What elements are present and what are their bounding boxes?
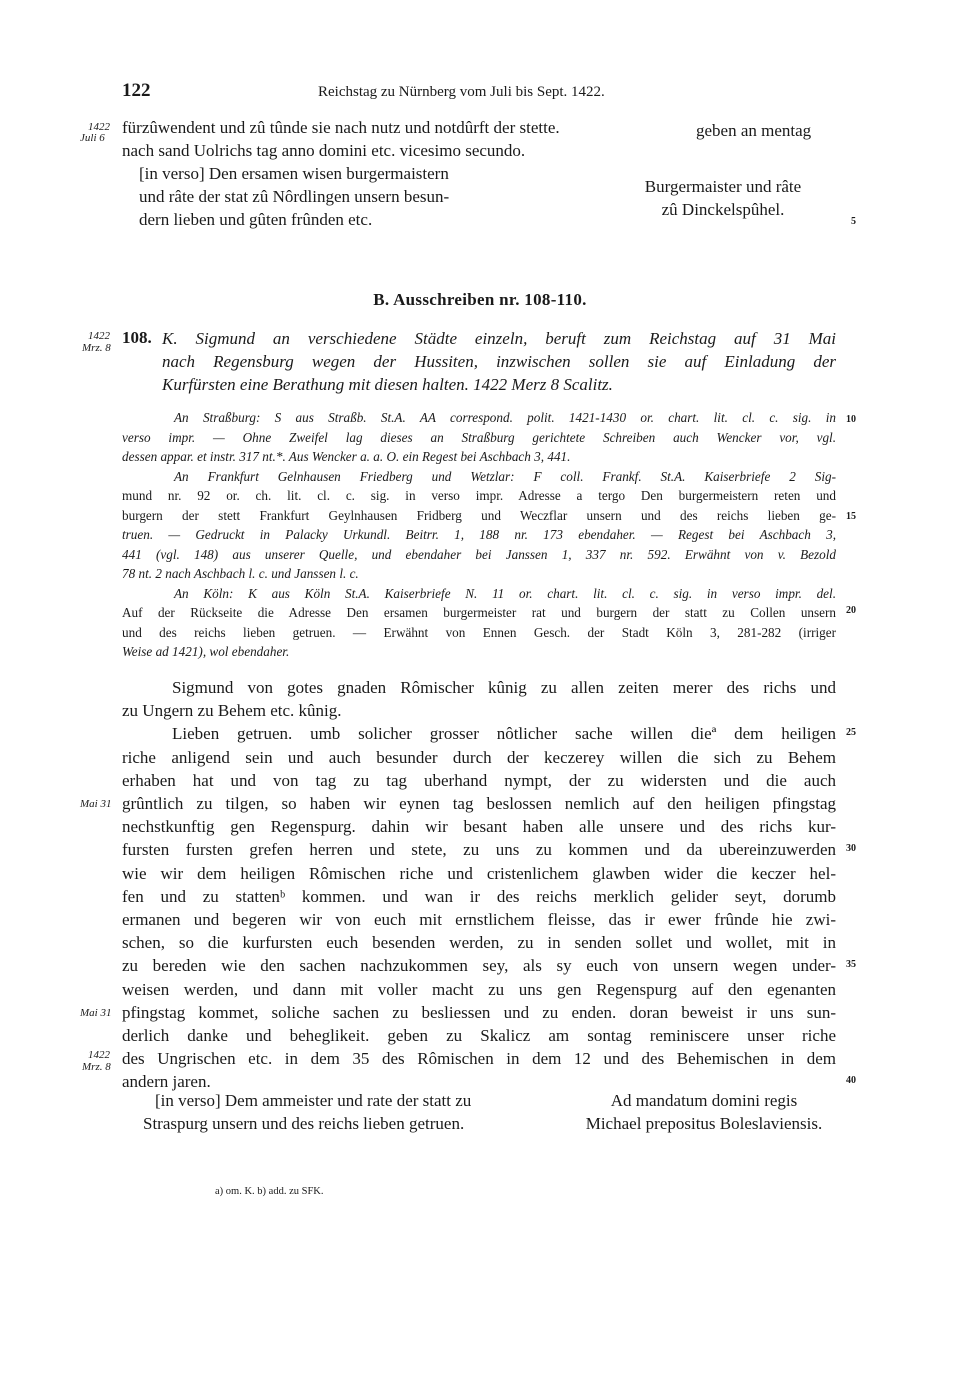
regest-text-cont (162, 350, 836, 396)
apparatus-line: An Straßburg: S aus Straßb. St.A. AA correspond. polit. 1421-1430 or. chart. lit. cl. c. sig. in (174, 410, 836, 425)
line-number: 10 (846, 414, 856, 425)
margin-date-year: 1422 (88, 1049, 110, 1061)
line-number: 20 (846, 605, 856, 616)
apparatus-line: 441 (vgl. 148) aus unserer Quelle, und ebendaher bei Janssen 1, 337 nr. 592. Erwähnt von v. Bezold (122, 546, 836, 562)
apparatus-line: 78 nt. 2 nach Aschbach l. c. und Janssen l. c. (122, 566, 359, 581)
main-line: Lieben getruen. umb solicher grosser nôtlicher sache willen dieª dem heiligen (172, 724, 836, 744)
margin-date-year: 1422 (88, 330, 110, 342)
main-line: schen, so die kurfursten euch besenden werden, zu in senden sollet und wollet, mit in (122, 933, 836, 953)
page-number: 122 (122, 80, 151, 101)
main-text (122, 676, 836, 1094)
apparatus-line: burgern der stett Frankfurt Geylnhausen Fridberg und Weczflar unsern und des reichs lieben ge- (122, 507, 836, 523)
main-line: zu Ungern zu Behem etc. kûnig. (122, 701, 342, 721)
signature-line: Michael prepositus Boleslaviensis. (585, 1114, 823, 1133)
address-line: [in verso] Dem ammeister und rate der statt zu (155, 1091, 472, 1110)
section-heading: B. Ausschreiben nr. 108-110. (373, 290, 587, 309)
main-line: fursten fursten grefen herren und stete, zu uns zu kommen und da ubereinzuwerden (122, 840, 836, 860)
line-number: 5 (851, 216, 856, 227)
apparatus-line: verso impr. — Ohne Zweifel lag dieses an Straßburg gerichtete Schreiben auch Wencker vor, vgl. (122, 429, 836, 445)
margin-date-day: Mrz. 8 (82, 342, 111, 354)
main-line: ermanen und begeren wir von euch mit ernstlichem fleisse, das ir ewer frûnde hie zwi- (122, 910, 836, 930)
apparatus-line: An Köln: K aus Köln St.A. Kaiserbriefe N. 11 or. chart. lit. cl. c. sig. in verso impr. del. (174, 585, 836, 601)
sender-line: zû Dinckelspûhel. (661, 200, 785, 219)
apparatus-line: mund nr. 92 or. ch. lit. cl. c. sig. in verso impr. Adresse a tergo Den burgermeistern reten und (122, 488, 836, 503)
sender-line: Burgermaister und râte (644, 177, 802, 196)
main-line: riche anligend sein und auch besunder durch der keczerey willen die sich zu Behem (122, 747, 836, 767)
document-number: 108. (122, 328, 152, 347)
dating-clause: geben an mentag (696, 121, 812, 140)
regest-line: K. Sigmund an verschiedene Städte einzeln, beruft zum Reichstag auf 31 Mai (162, 329, 836, 348)
main-line: derlich danke und beheglikeit. geben zu Skalicz am sontag reminiscere unser riche (122, 1026, 836, 1046)
main-line: Sigmund von gotes gnaden Rômischer kûnig zu allen zeiten merer des richs und (172, 678, 836, 697)
address-line: und râte der stat zû Nôrdlingen unsern besun- (139, 187, 450, 206)
apparatus-line: truen. — Gedruckt in Palacky Urkundl. Beitrr. 1, 188 nr. 173 ebendaher. — Regest bei Aschbach 3, (122, 527, 836, 542)
address-line: [in verso] Den ersamen wisen burgermaistern (139, 164, 449, 183)
main-line: erhaben hat und von tag zu tag uberhand nympt, der zu widersten und die auch (122, 770, 836, 790)
address-line: dern lieben und gûten frûnden etc. (139, 210, 373, 229)
apparatus-line: und des reichs lieben getruen. — Erwähnt von Ennen Gesch. der Stadt Köln 3, 281-282 (irriger (122, 624, 836, 640)
apparatus-line: Auf der Rückseite die Adresse Den ersamen burgermeister rat und burgern der statt zu Collen unsern (122, 605, 836, 620)
line-number: 15 (846, 511, 856, 522)
line-number: 35 (846, 959, 856, 970)
margin-date-day: Mrz. 8 (82, 1061, 111, 1073)
signature-line: Ad mandatum domini regis (610, 1091, 798, 1110)
main-line: zu bereden wie den sachen nachzukommen sey, als sy euch von unsern wegen under- (122, 956, 836, 976)
regest-line: nach Regensburg wegen der Hussiten, inzwischen sollen sie auf Einladung der (162, 352, 836, 371)
footnotes: a) om. K. b) add. zu SFK. (215, 1186, 324, 1197)
line-number: 25 (846, 727, 856, 738)
main-line: fen und zu stattenᵇ kommen. und wan ir des reichs merklich gelider seyt, dorumb (122, 886, 836, 906)
main-line: andern jaren. (122, 1072, 211, 1092)
apparatus-line: dessen appar. et instr. 317 nt.*. Aus Wencker a. a. O. ein Regest bei Aschbach 3, 441. (122, 449, 571, 464)
margin-date: Mai 31 (80, 1007, 112, 1019)
regest-text (162, 327, 836, 350)
margin-date: Mai 31 (80, 798, 112, 810)
main-line: grûntlich zu tilgen, so haben wir eynen tag beslossen nemlich auf den heiligen pfingstag (122, 794, 836, 814)
margin-date-day: Juli 6 (80, 132, 105, 144)
letter-line: fürzûwendent und zû tûnde sie nach nutz und notdûrft der stette. (122, 118, 560, 137)
address-line: Straspurg unsern und des reichs lieben getruen. (143, 1114, 465, 1133)
line-number: 30 (846, 843, 856, 854)
margin-date-year: 1422 (88, 121, 110, 133)
main-line: des Ungrischen etc. in dem 35 des Rômischen in dem 12 und des Behemischen in dem (122, 1049, 836, 1069)
main-line: pfingstag kommet, soliche sachen zu besliessen und zu enden. doran beweist ir uns sun- (122, 1002, 836, 1022)
main-line: nechstkunftig gen Regenspurg. dahin wir besant haben alle unsere und des richs kur- (122, 817, 836, 837)
main-line: wie wir dem heiligen Rômischen riche und cristenlichem glawben wider die keczer hel- (122, 863, 836, 883)
apparatus (122, 408, 836, 662)
letter-line: nach sand Uolrichs tag anno domini etc. vicesimo secundo. (122, 141, 526, 160)
apparatus-line: An Frankfurt Gelnhausen Friedberg und Wetzlar: F coll. Frankf. St.A. Kaiserbriefe 2 Sig- (174, 468, 836, 484)
running-title: Reichstag zu Nürnberg vom Juli bis Sept. 1422. (318, 84, 605, 100)
line-number: 40 (846, 1075, 856, 1086)
main-line: weisen werden, und dann mit voller macht zu uns gen Regenspurg auf den egenanten (122, 979, 836, 999)
apparatus-line: Weise ad 1421), wol ebendaher. (122, 644, 290, 659)
regest-line: Kurfürsten eine Berathung mit diesen halten. 1422 Merz 8 Scalitz. (162, 375, 613, 394)
